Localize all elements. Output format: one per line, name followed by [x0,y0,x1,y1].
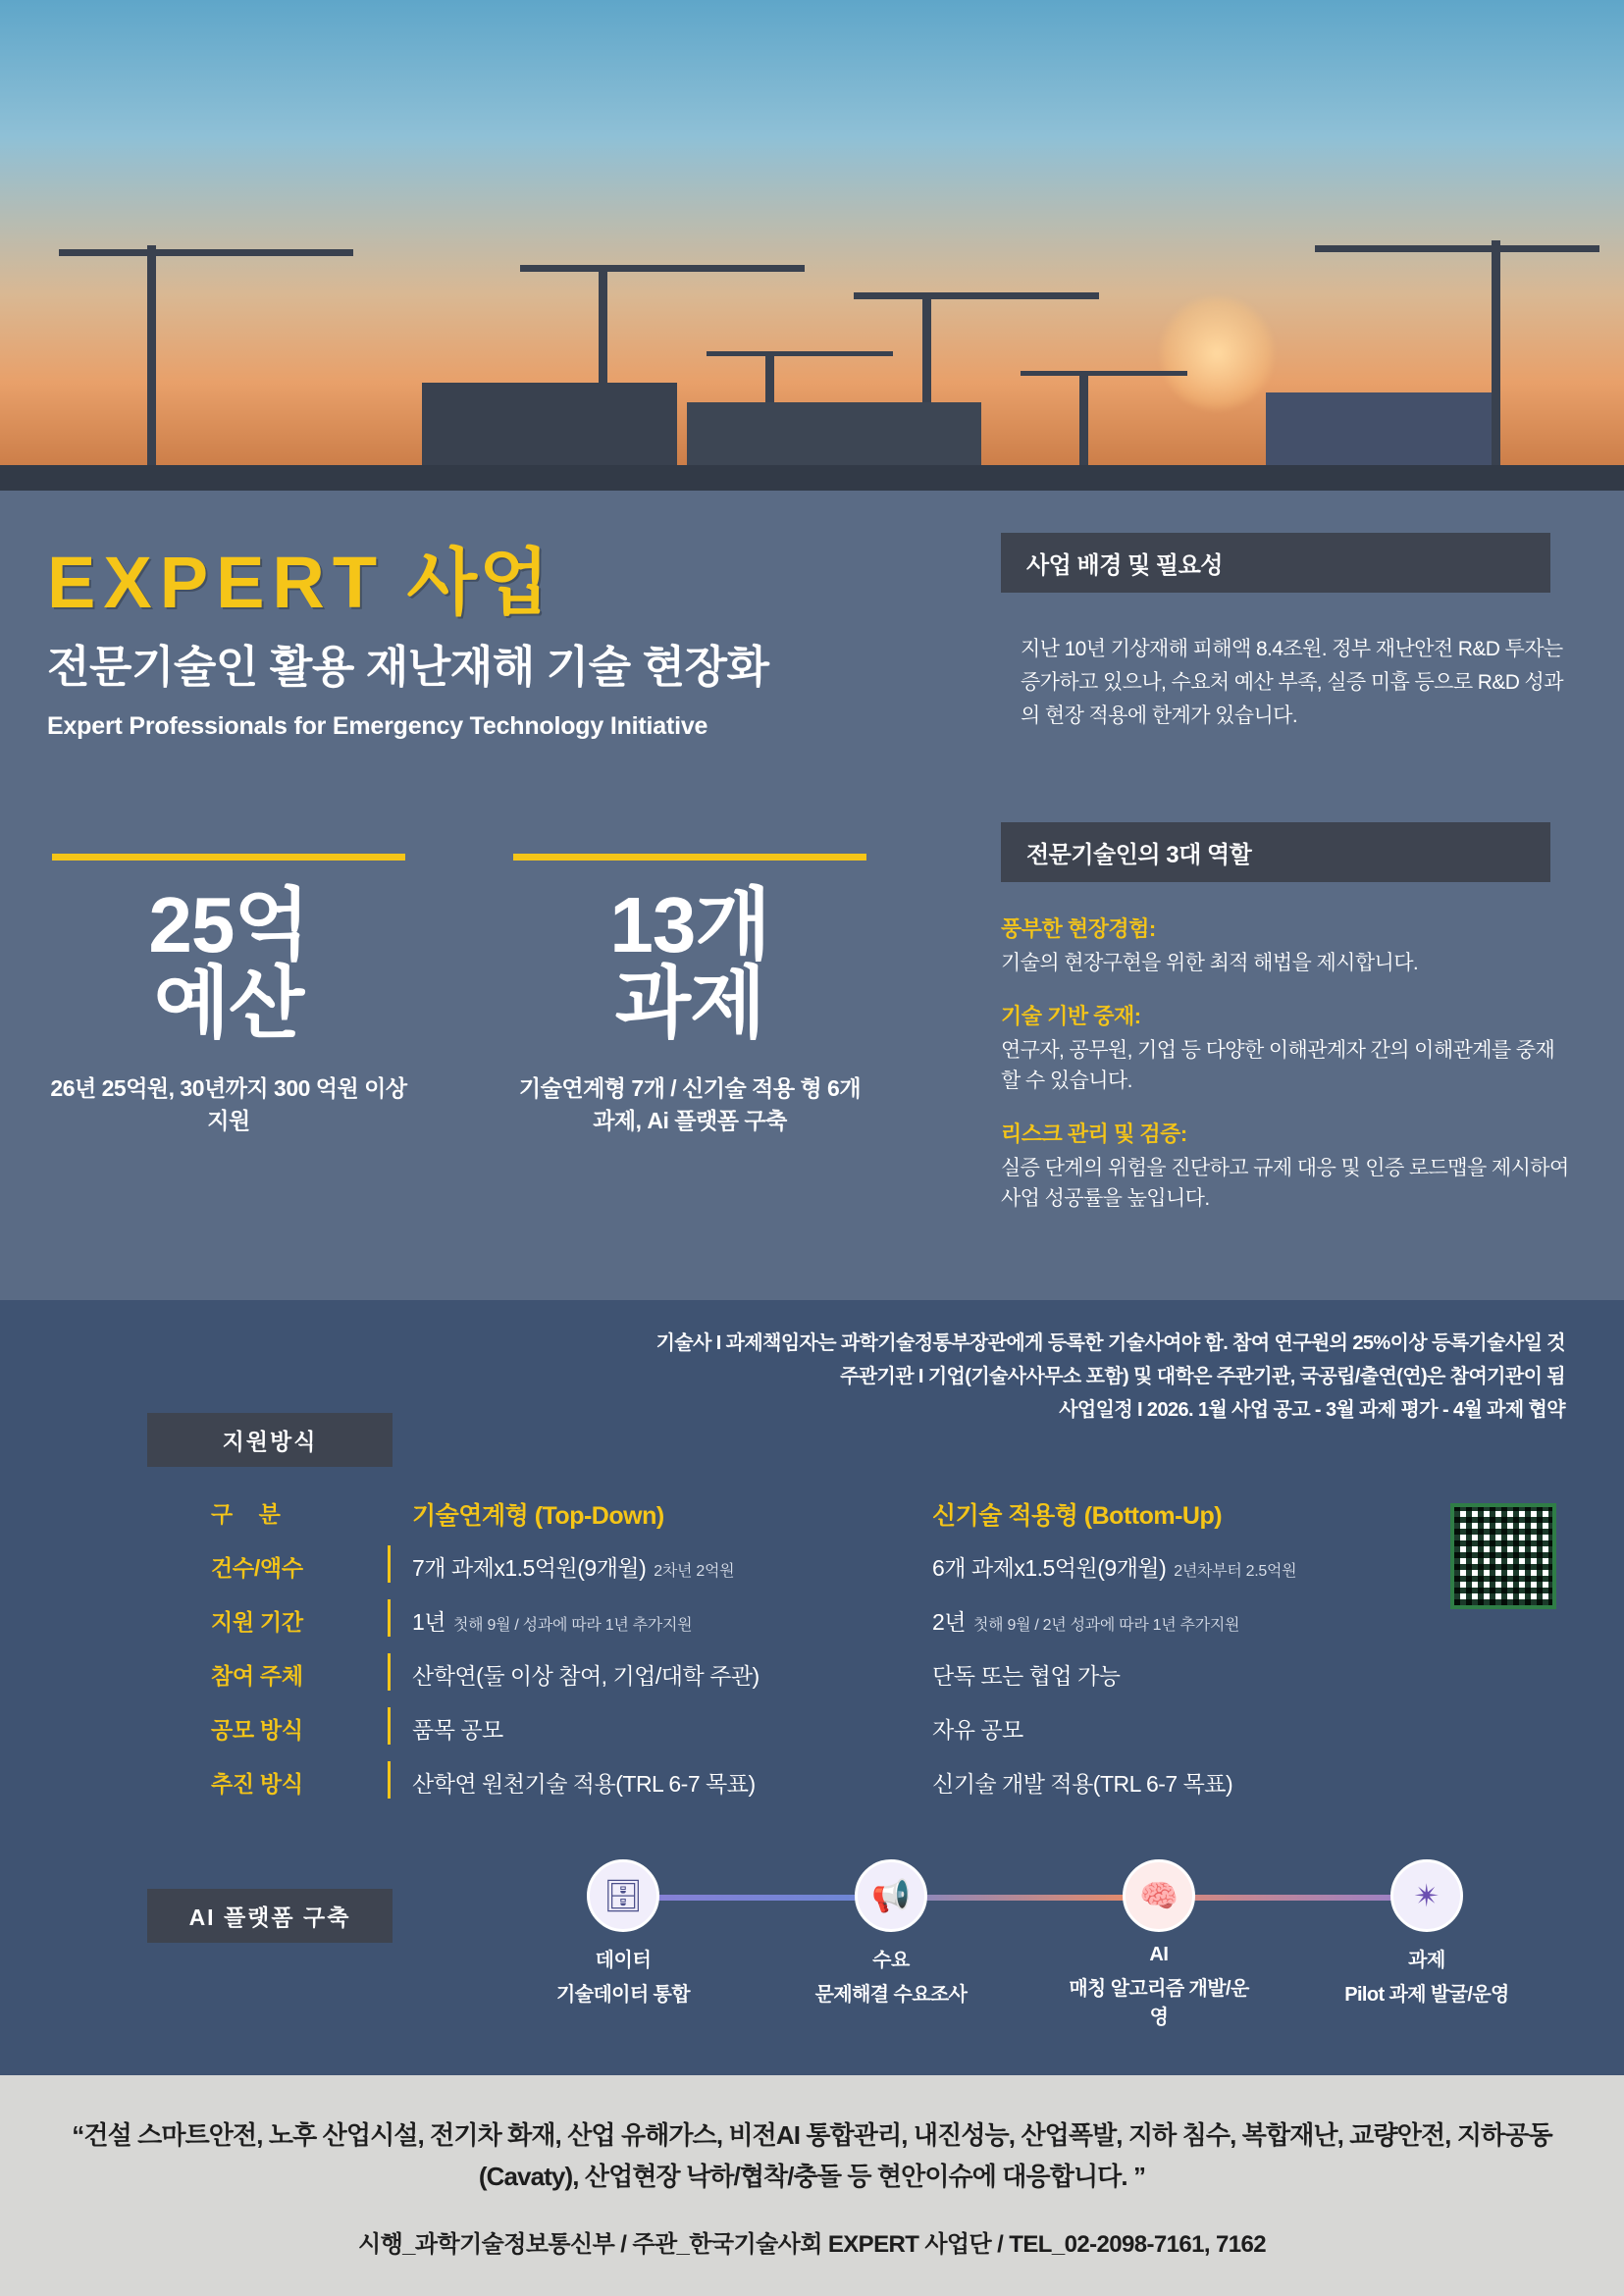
row-col-b [922,1599,1457,1637]
row-label: 건수/액수 [211,1555,303,1581]
row-col-a-note: 첫해 9월 / 성과에 따라 1년 추가지원 [453,1617,693,1634]
row-col-a: 산학연 원천기술 적용(TRL 6-7 목표) [388,1761,922,1799]
role-desc: 연구자, 공무원, 기업 등 다양한 이해관계자 간의 이해관계를 중재할 수 있습니다. [1001,1038,1555,1092]
row-col-a: 산학연(둘 이상 참여, 기업/대학 주관) [388,1653,922,1691]
role-item [1001,913,1570,979]
flow-node-desc: Pilot 과제 발굴/운영 [1344,1984,1509,2006]
stat-projects-line1: 13개 [609,881,770,968]
table-row [211,1653,1487,1707]
flow-node-data [530,1859,716,2007]
row-col-b-note: 첫해 9월 / 2년 성과에 따라 1년 추가지원 [973,1617,1240,1634]
footer-organizations: 시행_과학기술정보통신부 / 주관_한국기술사회 EXPERT 사업단 / TEL_02-2098-7161, 7162 [358,2231,1266,2259]
table-header-row [211,1491,1487,1545]
gear-badge-icon: ✴ [1390,1859,1463,1932]
row-col-a [388,1599,922,1637]
row-col-a-text: 1년 [412,1609,446,1635]
brand-subtitle-en: Expert Professionals for Emergency Technology Initiative [47,711,708,740]
row-col-a: 품목 공모 [388,1707,922,1745]
stat-rule [513,854,866,861]
notice-lines [0,1327,1565,1427]
hero-image [0,0,1624,491]
flow-node-ai [1066,1859,1252,2029]
support-tag: 지원방식 [147,1413,393,1467]
stat-projects-line2: 과제 [614,960,765,1047]
row-col-b [922,1545,1457,1583]
construction-skyline [0,235,1624,491]
flow-node-desc: 문제해결 수요조사 [814,1984,968,2006]
flow-connector [589,1895,1452,1901]
role-title: 리스크 관리 및 검증: [1001,1121,1187,1146]
table-row [211,1707,1487,1761]
row-label: 참여 주체 [211,1663,303,1689]
flow-node-desc: 매칭 알고리즘 개발/운영 [1069,1978,1249,2028]
brand-title-en: EXPERT [47,542,386,623]
row-col-b: 단독 또는 협업 가능 [932,1663,1121,1689]
flow-node-name: AI [1149,1944,1169,1965]
row-col-a-note: 2차년 2억원 [654,1563,735,1580]
role-desc: 기술의 현장구현을 위한 최적 해법을 제시합니다. [1001,952,1419,974]
row-col-a [388,1545,922,1583]
roles-list [1001,913,1570,1235]
background-panel-text: 지난 10년 기상재해 피해액 8.4조원. 정부 재난안전 R&D 투자는 증가하고 있으나, 수요처 예산 부족, 실증 미흡 등으로 R&D 성과의 현장 적용에 한계가 있습니다. [1021,638,1563,728]
platform-flow [530,1850,1511,2028]
row-label: 지원 기간 [211,1609,303,1635]
role-title: 풍부한 현장경험: [1001,916,1156,941]
brand-subtitle: 전문기술인 활용 재난재해 기술 현장화 [47,641,769,692]
ai-brain-icon: 🧠 [1123,1859,1195,1932]
background-panel-heading: 사업 배경 및 필요성 [1001,533,1550,593]
role-item [1001,1000,1570,1097]
roles-panel-heading: 전문기술인의 3대 역할 [1001,822,1550,882]
stat-budget [47,854,410,1138]
stat-budget-line2: 예산 [153,960,304,1047]
table-header-col-a: 기술연계형 (Top-Down) [412,1502,664,1530]
stat-projects-value [508,881,871,1047]
row-label: 공모 방식 [211,1717,303,1743]
table-header-label: 구 분 [211,1501,290,1527]
stat-budget-value [47,881,410,1047]
row-col-b: 자유 공모 [932,1717,1023,1743]
role-desc: 실증 단계의 위험을 진단하고 규제 대응 및 인증 로드맵을 제시하여 사업 성공률을 높입니다. [1001,1156,1569,1210]
stats-row [47,854,950,1138]
table-header-col-b: 신기술 적용형 (Bottom-Up) [932,1502,1223,1530]
role-item [1001,1118,1570,1215]
flow-node-demand [798,1859,984,2007]
row-col-b-text: 2년 [932,1609,967,1635]
row-col-b-text: 6개 과제x1.5억원(9개월) [932,1555,1167,1581]
brand-block [47,542,989,741]
megaphone-icon: 📢 [855,1859,927,1932]
flow-node-desc: 기술데이터 통합 [556,1984,690,2006]
notice-line-qualification: 기술사 I 과제책임자는 과학기술정통부장관에게 등록한 기술사여야 함. 참여 연구원의 25%이상 등록기술사일 것 [655,1332,1565,1354]
flow-node-name: 과제 [1408,1950,1445,1971]
row-col-b: 신기술 개발 적용(TRL 6-7 목표) [932,1771,1233,1797]
flow-node-project [1334,1859,1520,2007]
table-row [211,1599,1487,1653]
notice-line-schedule: 사업일정 I 2026. 1월 사업 공고 - 3월 과제 평가 - 4월 과제 협약 [1059,1399,1565,1421]
notice-line-institution: 주관기관 I 기업(기술사사무소 포함) 및 대학은 주관기관, 국공립/출연(연)은 참여기관이 됨 [840,1366,1565,1387]
table-row [211,1545,1487,1599]
flow-node-name: 데이터 [595,1950,652,1971]
table-row [211,1761,1487,1815]
role-title: 기술 기반 중재: [1001,1003,1141,1028]
footer [0,2075,1624,2296]
stat-projects-caption: 기술연계형 7개 / 신기술 적용 형 6개 과제, Ai 플랫폼 구축 [518,1075,862,1134]
row-label: 추진 방식 [211,1771,303,1797]
footer-quote: “건설 스마트안전, 노후 산업시설, 전기차 화재, 산업 유해가스, 비전AI 통합관리, 내진성능, 산업폭발, 지하 침수, 복합재난, 교량안전, 지하공동(Cavaty), 산업현장 낙하/협착/충돌 등 현안이슈에 대응합니다. ” [72,2120,1552,2192]
stat-rule [52,854,405,861]
brand-title [47,542,989,623]
flow-node-name: 수요 [872,1950,910,1971]
stat-budget-line1: 25억 [148,881,309,968]
support-table [211,1491,1487,1815]
stat-projects [508,854,871,1138]
database-icon: 🗄 [587,1859,659,1932]
stat-budget-caption: 26년 25억원, 30년까지 300 억원 이상 지원 [50,1075,407,1134]
platform-tag: AI 플랫폼 구축 [147,1889,393,1943]
row-col-b-note: 2년차부터 2.5억원 [1174,1563,1297,1580]
brand-title-ko: 사업 [406,542,551,623]
row-col-a-text: 7개 과제x1.5억원(9개월) [412,1555,647,1581]
